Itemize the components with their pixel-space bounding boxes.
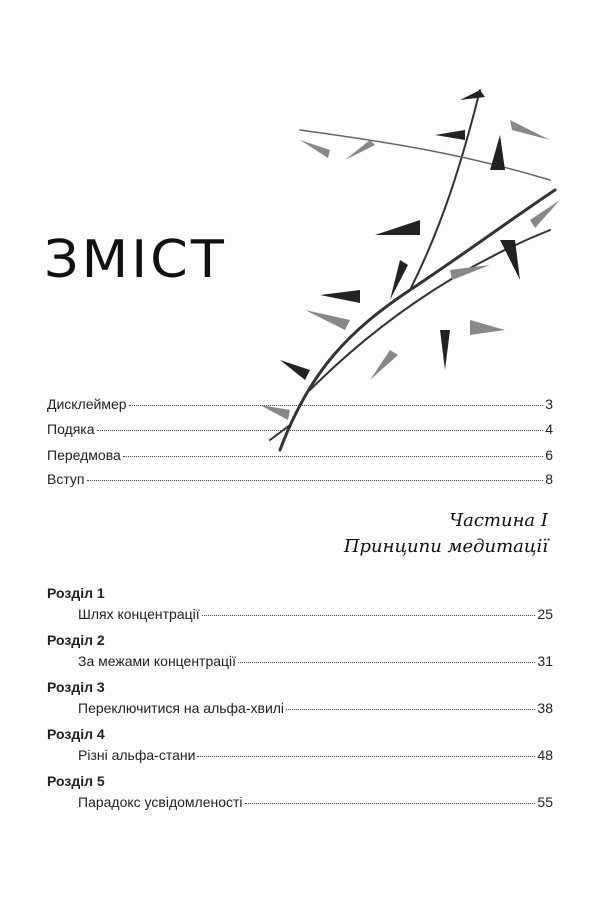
dot-leader: [123, 456, 543, 457]
toc-entry-page: 3: [545, 396, 553, 412]
part-title: Принципи медитації: [343, 536, 548, 557]
toc-entry-label: Парадокс усвідомленості: [78, 794, 243, 810]
toc-entry-label: Подяка: [47, 421, 95, 437]
dot-leader: [238, 662, 535, 663]
toc-entry-label: Дисклеймер: [47, 396, 127, 412]
page-title: ЗМІСТ: [44, 229, 227, 290]
toc-entry[interactable]: [78, 747, 553, 767]
chapter-heading: Розділ 1: [47, 585, 105, 601]
toc-entry[interactable]: [78, 653, 553, 673]
toc-entry[interactable]: [78, 606, 553, 626]
toc-entry[interactable]: [47, 421, 553, 441]
dot-leader: [97, 430, 544, 431]
toc-entry[interactable]: [78, 700, 553, 720]
toc-entry-page: 48: [537, 747, 553, 763]
toc-entry-label: Вступ: [47, 471, 85, 487]
dot-leader: [286, 709, 535, 710]
toc-entry-label: Різні альфа-стани: [78, 747, 196, 763]
toc-entry-page: 25: [537, 606, 553, 622]
part-number: Частина I: [449, 510, 548, 531]
chapter-heading: Розділ 5: [47, 773, 105, 789]
toc-entry[interactable]: [47, 447, 553, 467]
toc-entry-label: Передмова: [47, 447, 121, 463]
dot-leader: [129, 405, 544, 406]
toc-entry[interactable]: [47, 396, 553, 416]
toc-entry-page: 8: [545, 471, 553, 487]
toc-entry[interactable]: [47, 471, 553, 491]
chapter-heading: Розділ 2: [47, 632, 105, 648]
toc-entry-label: Шлях концентрації: [78, 606, 200, 622]
dot-leader: [202, 615, 536, 616]
dot-leader: [197, 756, 535, 757]
dot-leader: [245, 803, 536, 804]
chapter-heading: Розділ 4: [47, 726, 105, 742]
toc-entry-label: Переключитися на альфа-хвилі: [78, 700, 285, 716]
toc-entry-page: 31: [537, 653, 553, 669]
toc-entry-page: 4: [545, 421, 553, 437]
dot-leader: [87, 480, 544, 481]
toc-entry-page: 55: [537, 794, 553, 810]
toc-entry-label: За межами концентрації: [78, 653, 237, 669]
toc-entry[interactable]: [78, 794, 553, 814]
chapter-heading: Розділ 3: [47, 679, 105, 695]
toc-entry-page: 6: [545, 447, 553, 463]
toc-entry-page: 38: [537, 700, 553, 716]
